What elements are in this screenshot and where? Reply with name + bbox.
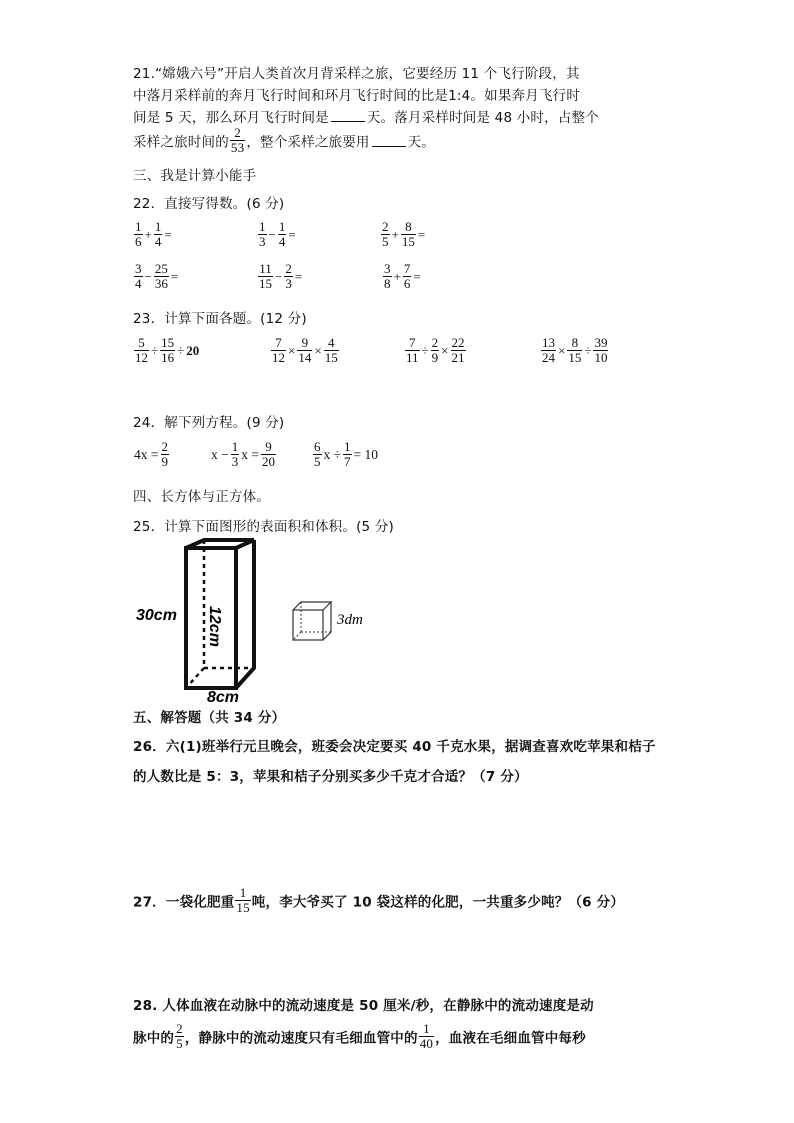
q21-line3: [133, 106, 599, 126]
q23-title: 23．计算下面各题。(12 分): [133, 311, 307, 327]
q28-line1: 28. 人体血液在动脉中的流动速度是 50 厘米/秒，在静脉中的流动速度是动: [133, 998, 594, 1014]
answer-blank-2[interactable]: [372, 134, 406, 147]
q23-expr-3: $\frac{7}{11}$ ÷ $\frac{2}{9}$ × $\frac{22}{21}$: [406, 335, 465, 365]
label-width: 8cm: [207, 689, 240, 706]
q25-title: 25．计算下面图形的表面积和体积。(5 分): [133, 519, 394, 535]
cuboid-hidden-edge-depth: [186, 668, 204, 688]
q23-expr-2: $\frac{7}{12}$ × $\frac{9}{14}$ × $\frac{4}{15}$: [272, 335, 338, 365]
cuboid-right-face: [236, 540, 254, 688]
q28-line2: 脉中的 $\frac{2}{5}$ ，静脉中的流动速度只有毛细血管中的 $\frac{1}{40}$ ，血液在毛细血管中每秒: [133, 1021, 586, 1051]
q21-line4-text-c: 天。: [407, 134, 436, 151]
label-height: 12cm: [206, 606, 223, 647]
q24-equation-1: 4x = $\frac{2}{9}$: [134, 439, 168, 469]
q22-item-6: $\frac{3}{8}$ + $\frac{7}{6}$ =: [384, 261, 421, 291]
q22-item-1: $\frac{1}{6}$ + $\frac{1}{4}$ =: [135, 219, 172, 249]
q21-line3-text-a: 间是 5 天，那么环月飞行时间是: [133, 110, 329, 126]
section-5-heading: 五、解答题（共 34 分）: [133, 710, 286, 726]
q21-line4-text-a: 采样之旅时间的: [133, 134, 229, 151]
q21-line4: [133, 126, 435, 155]
q21-line1: 21.“嫦娥六号”开启人类首次月背采样之旅，它要经历 11 个飞行阶段，其: [133, 66, 580, 82]
label-cube-edge: 3dm: [337, 612, 363, 628]
q22-item-3: $\frac{2}{5}$ + $\frac{8}{15}$ =: [382, 219, 426, 249]
cube-right-face: [323, 602, 331, 640]
q24-equation-2: x − $\frac{1}{3}$ x = $\frac{9}{20}$: [211, 439, 275, 469]
q26-line2: 的人数比是 5：3，苹果和桔子分别买多少千克才合适？（7 分）: [133, 769, 528, 785]
q22-item-2: $\frac{1}{3}$ − $\frac{1}{4}$ =: [259, 219, 296, 249]
q24-title: 24．解下列方程。(9 分): [133, 415, 285, 431]
cuboid-figure: [130, 538, 380, 708]
label-length: 30cm: [136, 607, 177, 624]
q27-line: 27．一袋化肥重 $\frac{1}{15}$ 吨，李大爷买了 10 袋这样的化肥，一共重多少吨？（6 分）: [133, 885, 625, 915]
section-4-heading: 四、长方体与正方体。: [133, 489, 270, 505]
q21-line2: 中落月采样前的奔月飞行时间和环月飞行时间的比是1:4。如果奔月飞行时: [133, 88, 581, 104]
q24-equation-3: $\frac{6}{5}$ x ÷ $\frac{1}{7}$ = 10: [314, 439, 379, 469]
fraction: $\frac{2}{53}$: [230, 125, 245, 155]
q21-line4-text-b: ，整个采样之旅要用: [246, 134, 370, 151]
q22-title: 22．直接写得数。(6 分): [133, 196, 285, 212]
q23-expr-4: $\frac{13}{24}$ × $\frac{8}{15}$ ÷ $\frac{39}{10}$: [542, 335, 608, 365]
cube-hidden-edge: [293, 632, 301, 640]
cube-top-face: [293, 602, 331, 610]
q22-item-4: $\frac{3}{4}$ − $\frac{25}{36}$ =: [135, 261, 179, 291]
q21-line3-text-b: 天。落月采样时间是 48 小时，占整个: [366, 110, 599, 126]
section-3-heading: 三、我是计算小能手: [133, 168, 257, 184]
q26-line1: 26．六(1)班举行元旦晚会，班委会决定要买 40 千克水果，据调查喜欢吃苹果和桔子: [133, 739, 656, 755]
q23-expr-1: $\frac{5}{12}$ ÷ $\frac{15}{16}$ ÷ 20: [135, 335, 200, 365]
answer-blank-1[interactable]: [331, 109, 365, 122]
q22-item-5: $\frac{11}{15}$ − $\frac{2}{3}$ =: [259, 261, 303, 291]
